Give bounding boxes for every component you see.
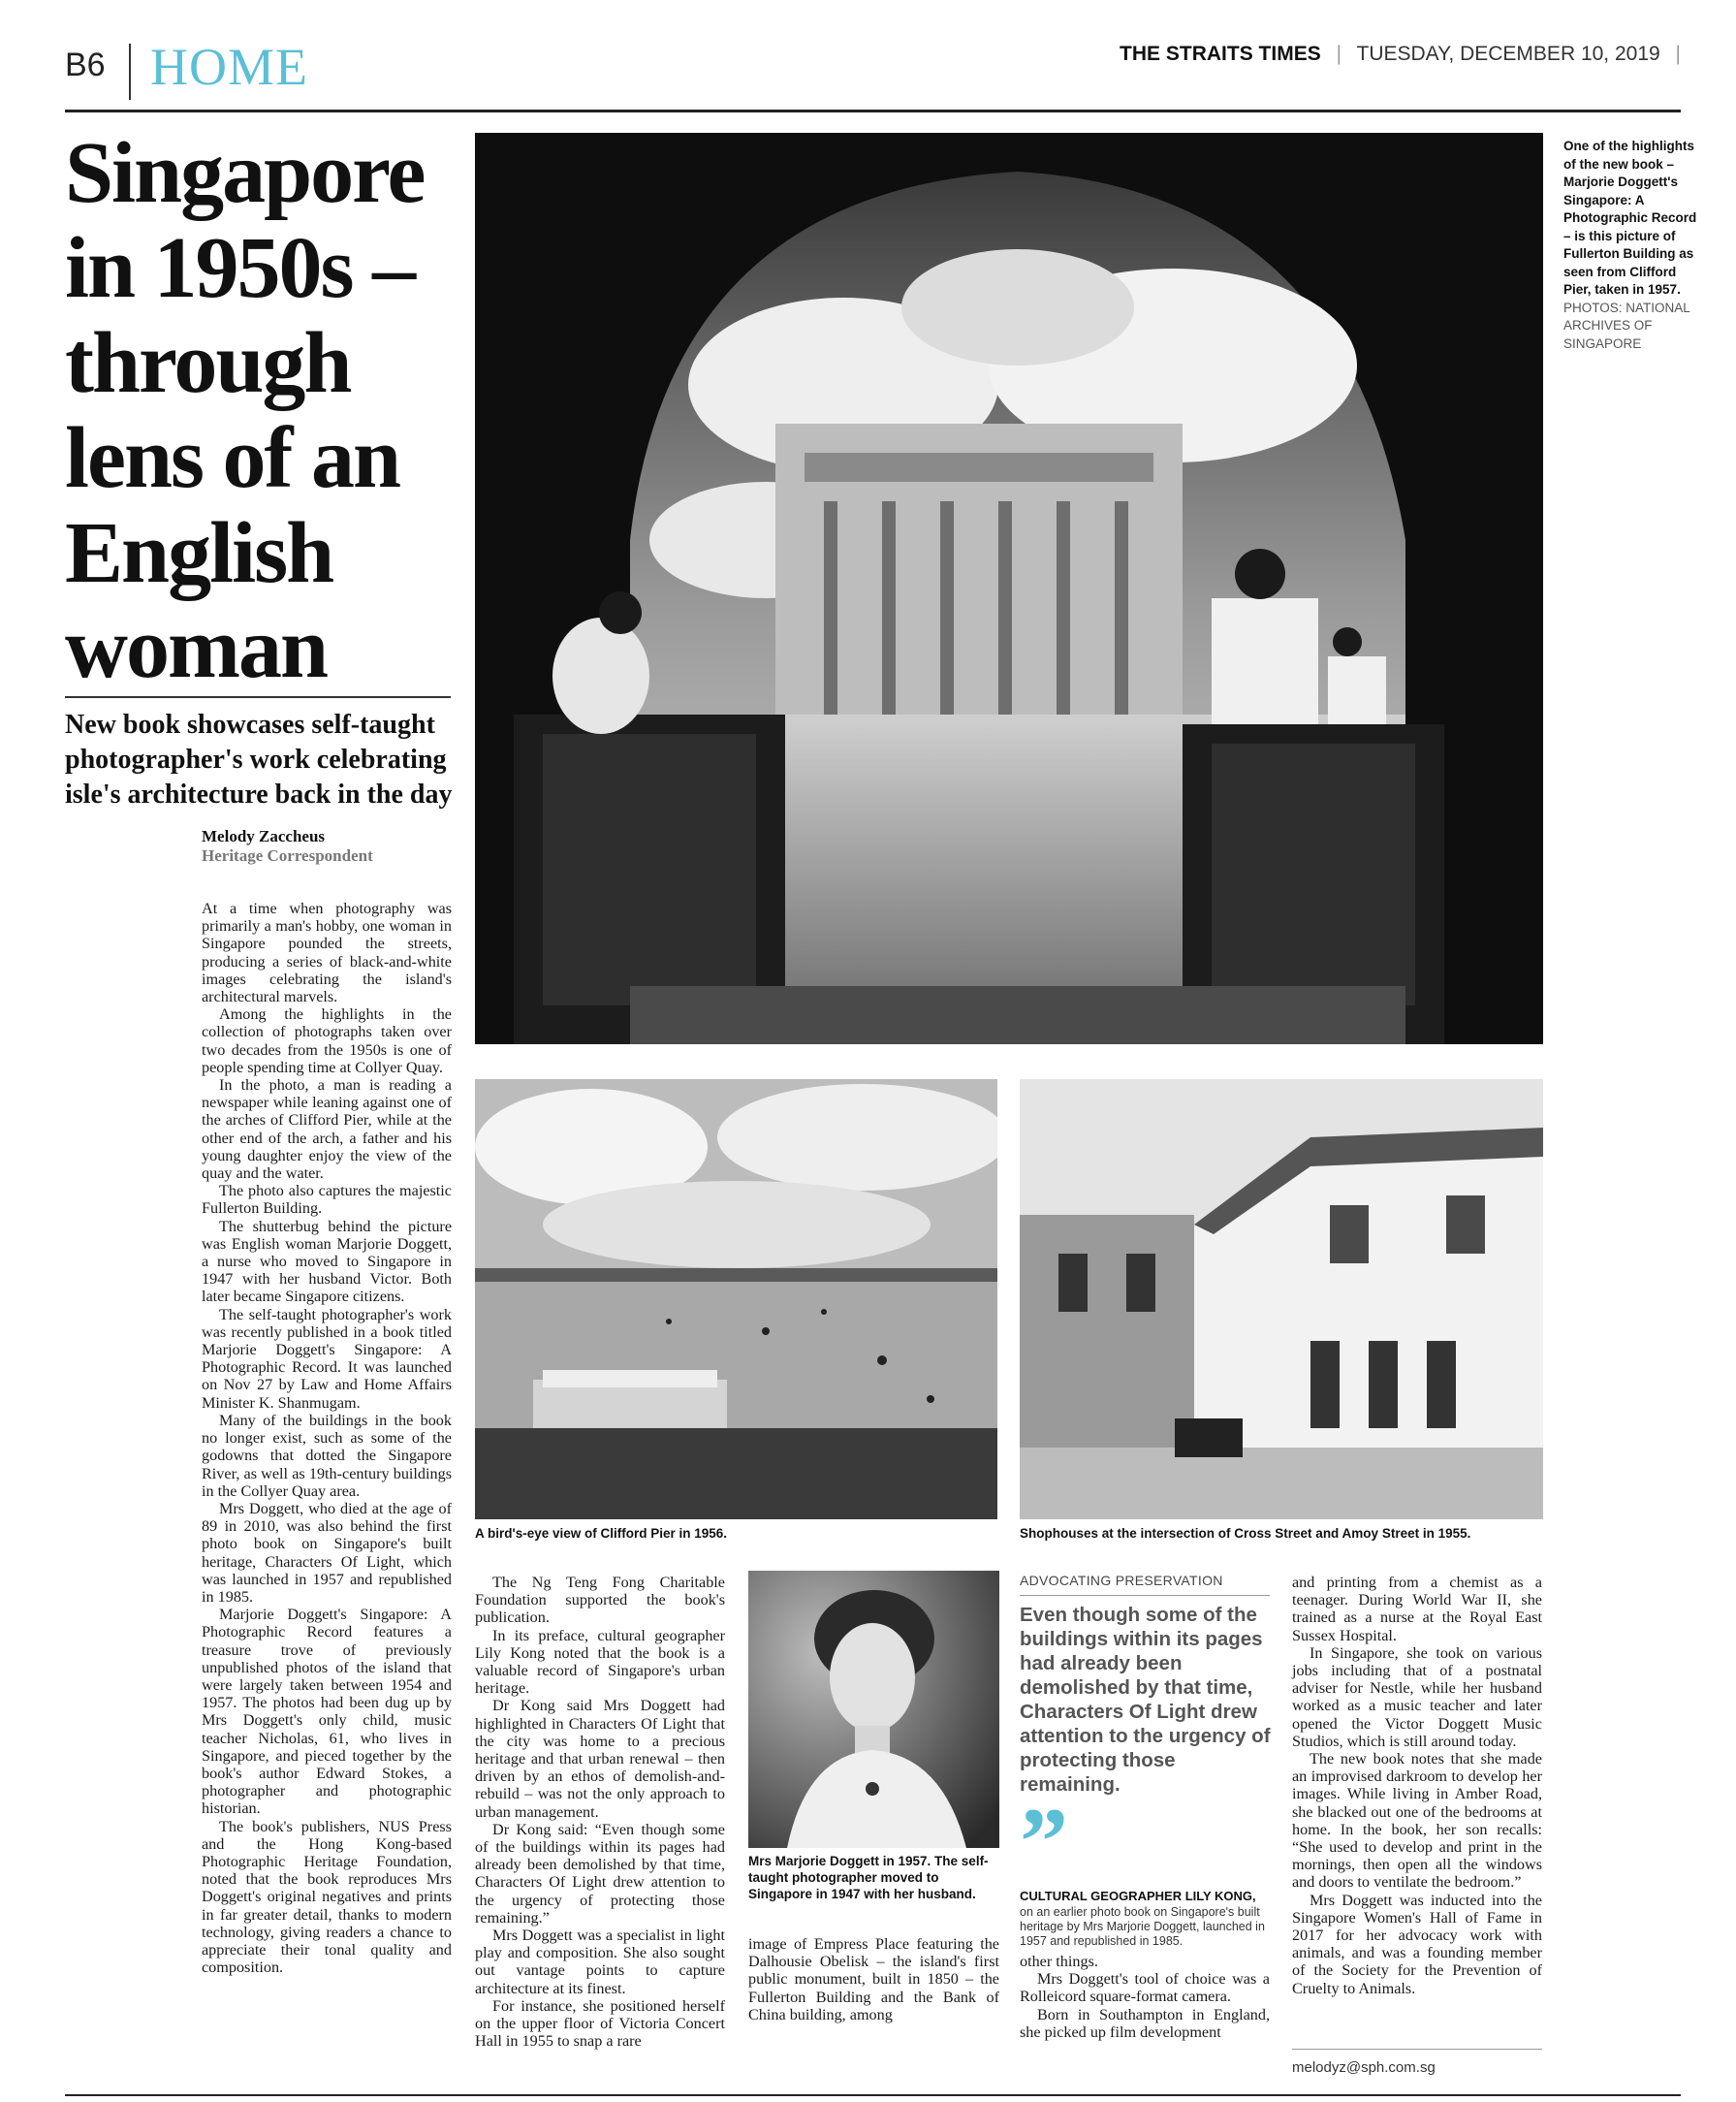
- paragraph: Marjorie Doggett's Singapore: A Photographic Record features a treasure trove of previously unpublished photos of the island that were largely taken between 1954 and 1957. The photos had been dug up by Mrs Doggett's only child, music teacher Nicholas, 61, who lives in Singapore, and pieced together by the book's author Edward Stokes, a photographer and photographic historian.: [202, 1606, 452, 1818]
- paragraph: other things.: [1020, 1953, 1098, 1970]
- paragraph: For instance, she positioned herself on the upper floor of Victoria Concert Hall in 1955 to snap a rare: [475, 1996, 725, 2051]
- quote-attribution: CULTURAL GEOGRAPHER LILY KONG,: [1020, 1889, 1256, 1903]
- paragraph: At a time when photography was primarily a man's hobby, one woman in Singapore pounded the streets, producing a series of black-and-white images celebrating the island's architectural marvels.: [202, 900, 452, 1006]
- paragraph: Dr Kong said Mrs Doggett had highlighted in Characters Of Light that the city was home to a precious heritage and that urban renewal – then driven by an ethos of demolish-and-rebuild – was not the only approach to urban management.: [475, 1697, 725, 1821]
- photo-shophouses: [1020, 1079, 1543, 1519]
- photo-portrait-doggett: [748, 1571, 999, 1848]
- paragraph: Mrs Doggett was inducted into the Singapore Women's Hall of Fame in 2017 for her advocacy work with animals, and was a founding member of the Society for the Prevention of Cruelty to Animals.: [1292, 1891, 1542, 1997]
- paragraph: Mrs Doggett's tool of choice was a Rolleicord square-format camera.: [1020, 1970, 1270, 2006]
- quote-attribution-desc: on an earlier photo book on Singapore's built heritage by Mrs Marjorie Doggett, launched in 1957 and republished in 1985.: [1020, 1905, 1265, 1948]
- photo-credit: PHOTOS: NATIONAL ARCHIVES OF SINGAPORE: [1563, 300, 1690, 351]
- paragraph: and printing from a chemist as a teenager. During World War II, she trained as a nurse at the Royal East Sussex Hospital.: [1292, 1574, 1542, 1644]
- section-title: HOME: [150, 38, 308, 96]
- author-email[interactable]: melodyz@sph.com.sg: [1292, 2059, 1436, 2076]
- paragraph: The Ng Teng Fong Charitable Foundation supported the book's publication.: [475, 1574, 725, 1627]
- paragraph: The shutterbug behind the picture was English woman Marjorie Doggett, a nurse who moved to Singapore in 1947 with her husband Victor. Both later became Singapore citizens.: [202, 1217, 452, 1306]
- paragraph: The new book notes that she made an improvised darkroom to develop her images. While living in Amber Road, she blacked out one of the bedrooms at home. In the book, her son recalls: “She used to develop and print in the mornings, then open all the windows and doors to ventilate the bedroom.”: [1292, 1750, 1542, 1892]
- main-photo-fullerton: [475, 133, 1543, 1044]
- quote-rule: [1020, 1595, 1270, 1596]
- bottom-rule: [65, 2094, 1681, 2096]
- headline: Singapore in 1950s – through lens of an English woman: [65, 125, 425, 696]
- caption-portrait: Mrs Marjorie Doggett in 1957. The self-taught photographer moved to Singapore in 1947 with her husband.: [748, 1854, 989, 1901]
- paragraph: Many of the buildings in the book no longer exist, such as some of the godowns that dotted the Singapore River, as well as 19th-century buildings in the Collyer Quay area.: [202, 1411, 452, 1500]
- body-column-5: [1292, 1574, 1542, 1997]
- paragraph: Dr Kong said: “Even though some of the buildings within its pages had already been demolished by that time, Characters Of Light drew attention to the urgency of protecting those remaining.”: [475, 1820, 725, 1927]
- paragraph: image of Empress Place featuring the Dalhousie Obelisk – the island's first public monument, built in 1850 – the Fullerton Building and the Bank of China building, among: [748, 1935, 999, 2023]
- paragraph: Born in Southampton in England, she picked up film development: [1020, 2005, 1270, 2041]
- body-column-3: [748, 1935, 999, 2023]
- body-column-4: [1020, 1953, 1270, 2041]
- paragraph: Among the highlights in the collection of photographs taken over two decades from the 1950s is one of people spending time at Collyer Quay.: [202, 1005, 452, 1076]
- email-rule: [1292, 2049, 1542, 2050]
- body-column-1: [202, 900, 452, 1976]
- paragraph: Mrs Doggett was a specialist in light play and composition. She also sought out vantage points to capture architecture at its finest.: [475, 1927, 725, 1997]
- paragraph: The photo also captures the majestic Fullerton Building.: [202, 1182, 452, 1218]
- main-caption-text: One of the highlights of the new book – Marjorie Doggett's Singapore: A Photographic Record – is this picture of Fullerton Building as seen from Clifford Pier, taken in 1957.: [1563, 139, 1697, 297]
- paragraph: The self-taught photographer's work was recently published in a book titled Marjorie Doggett's Singapore: A Photographic Record. It was launched on Nov 27 by Law and Home Affairs Minister K. Shanmugam.: [202, 1305, 452, 1412]
- main-photo-caption: [1563, 138, 1699, 353]
- quote-kicker: ADVOCATING PRESERVATION: [1020, 1573, 1223, 1588]
- caption-shophouses: Shophouses at the intersection of Cross Street and Amoy Street in 1955.: [1020, 1526, 1471, 1541]
- top-rule: [65, 110, 1681, 112]
- quote-mark-icon: ”: [1020, 1788, 1068, 1895]
- issue-date: TUESDAY, DECEMBER 10, 2019: [1356, 43, 1660, 65]
- caption-clifford-pier: A bird's-eye view of Clifford Pier in 1956.: [475, 1526, 728, 1541]
- photo-clifford-pier: [475, 1079, 997, 1519]
- header-divider: [129, 44, 131, 100]
- body-column-2: [475, 1574, 725, 2050]
- paragraph: The book's publishers, NUS Press and the Hong Kong-based Photographic Heritage Foundation, noted that the book reproduces Mrs Doggett's original negatives and prints in far greater detail, thanks to modern technology, giving readers a chance to appreciate their tonal quality and composition.: [202, 1817, 452, 1977]
- byline-role: Heritage Correspondent: [202, 846, 373, 865]
- deck: New book showcases self-taught photographer's work celebrating isle's architecture back in the day: [65, 710, 453, 810]
- paragraph: In its preface, cultural geographer Lily Kong noted that the book is a valuable record of Singapore's urban heritage.: [475, 1626, 725, 1698]
- byline-name: Melody Zaccheus: [202, 827, 326, 845]
- publication-name: THE STRAITS TIMES: [1120, 43, 1321, 65]
- paragraph: Mrs Doggett, who died at the age of 89 in 2010, was also behind the first photo book on Singapore's built heritage, Characters Of Light, which was launched in 1957 and republished in 1985.: [202, 1499, 452, 1606]
- deck-rule: [65, 696, 451, 698]
- masthead: THE STRAITS TIMES | TUESDAY, DECEMBER 10, 2019 |: [1120, 43, 1681, 65]
- paragraph: In Singapore, she took on various jobs including that of a postnatal adviser for Nestle, while her husband worked as a music teacher and later opened the Victor Doggett Music Studios, which is still around today.: [1292, 1643, 1542, 1750]
- page-number: B6: [65, 47, 106, 83]
- pull-quote: Even though some of the buildings within its pages had already been demolished by that time, Characters Of Light drew attention to the urgency of protecting those remaining.: [1020, 1604, 1271, 1796]
- paragraph: In the photo, a man is reading a newspaper while leaning against one of the arches of Clifford Pier, while at the other end of the arch, a father and his young daughter enjoy the view of the quay and the water.: [202, 1076, 452, 1183]
